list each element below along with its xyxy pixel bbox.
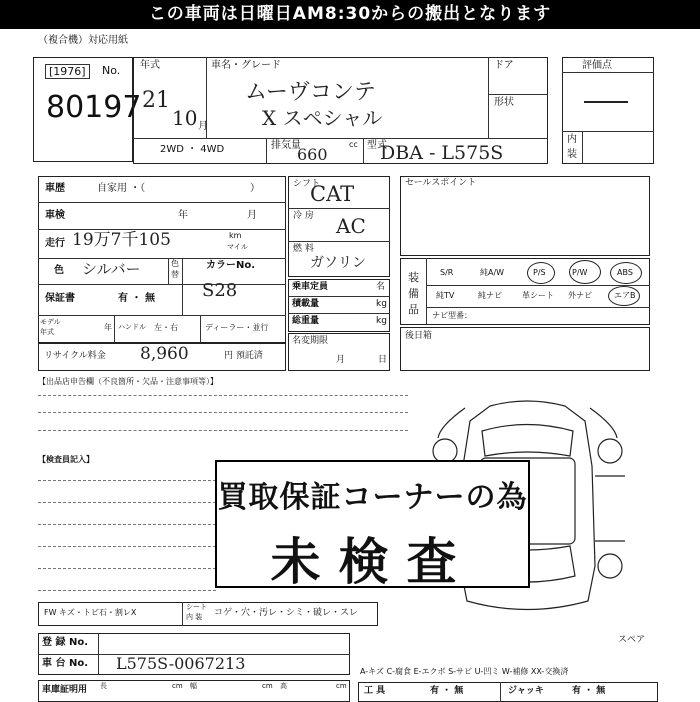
recycle-unit: 円 預託済 xyxy=(224,351,263,361)
warranty-value: 有 ・ 無 xyxy=(118,293,155,304)
color-change-1: 色 xyxy=(171,259,179,268)
model-year-1: モデル xyxy=(40,318,61,326)
equip-abs: ABS xyxy=(617,268,633,277)
circle-airbag xyxy=(608,286,640,306)
width-unit: cm xyxy=(262,682,273,690)
color-change-2: 替 xyxy=(171,270,179,279)
dealer-label: ディーラー・並行 xyxy=(205,323,269,332)
hw-mileage: 19万7千105 xyxy=(72,230,171,250)
later-items-label: 後日箱 xyxy=(405,331,433,341)
equip-alloy-wheel: 純A/W xyxy=(480,268,505,277)
fuel-label: 燃 料 xyxy=(293,244,314,254)
height-unit: cm xyxy=(336,682,347,690)
sales-point-label: セールスポイント xyxy=(405,178,477,188)
score-label: 評価点 xyxy=(582,60,612,71)
later-items-box xyxy=(400,327,650,371)
seat-value: コゲ・穴・汚レ・シミ・破レ・スレ xyxy=(214,608,359,618)
interior-label-2: 装 xyxy=(567,149,577,160)
ac-label: 冷 房 xyxy=(293,211,314,221)
equip-power-window: P/W xyxy=(572,268,588,277)
handle-value: 左・右 xyxy=(154,323,178,332)
equip-tv: 純TV xyxy=(436,291,455,300)
hw-shift: CAT xyxy=(310,182,355,206)
not-inspected-stamp xyxy=(215,460,530,591)
capacity-unit: 名 xyxy=(376,282,386,292)
width-label: 幅 xyxy=(190,682,197,690)
month-unit: 月 xyxy=(198,121,208,132)
equipment-label: 装 備 品 xyxy=(408,271,419,316)
navi-model-label: ナビ型番： xyxy=(432,311,472,320)
color-label: 色 xyxy=(54,265,64,276)
length-label: 長 xyxy=(100,682,107,690)
hw-fuel: ガソリン xyxy=(310,255,366,271)
height-label: 高 xyxy=(280,682,287,690)
interior-label-1: 内 xyxy=(567,134,577,145)
circle-power-window xyxy=(569,260,601,284)
remarks-label: 【出品店申告欄（不良箇所・欠品・注意事項等）】 xyxy=(38,377,218,386)
equip-aftermarket-navi: 外ナビ xyxy=(568,291,592,300)
hw-car-name: ムーヴコンテ xyxy=(245,80,376,105)
handle-label: ハンドル xyxy=(118,323,146,331)
garage-cert-label: 車庫証明用 xyxy=(42,685,88,695)
registration-label: 登 録 No. xyxy=(42,637,89,648)
circle-power-steering xyxy=(527,262,555,284)
inspection-month-unit: 月 xyxy=(247,210,257,221)
lot-small-number: [1976] xyxy=(45,64,90,79)
door-label: ドア xyxy=(494,60,514,71)
inspection-year-unit: 年 xyxy=(178,210,188,221)
drive-label: 2WD ・ 4WD xyxy=(160,144,225,155)
spare-label: スペア xyxy=(618,635,646,645)
seat-label-1: シート xyxy=(186,603,207,611)
jack-label: ジャッキ xyxy=(508,686,544,696)
model-year-2: 年式 xyxy=(40,328,54,336)
shift-label: シフト xyxy=(293,179,321,189)
model-code-label: 型式 xyxy=(367,140,387,151)
equip-sr: S/R xyxy=(440,268,454,277)
load-unit: kg xyxy=(376,299,387,309)
hw-chassis-number: L575S-0067213 xyxy=(116,654,246,673)
cc-label: cc xyxy=(349,140,358,149)
color-no-label: カラーNo. xyxy=(206,260,256,271)
name-change-day: 日 xyxy=(378,355,388,365)
inspector-label: 【検査員記入】 xyxy=(38,455,94,464)
equip-power-steering: P/S xyxy=(533,268,546,277)
stamp-line-1: 買取保証コーナーの為 xyxy=(217,480,528,515)
sheet-type-label: （複合機）対応用紙 xyxy=(38,35,128,46)
warranty-label: 保証書 xyxy=(45,293,75,304)
recycle-label: リサイクル料金 xyxy=(44,351,106,361)
hw-color: シルバー xyxy=(82,260,141,278)
chassis-label: 車 台 No. xyxy=(42,658,89,669)
damage-legend: A-キズ C-腐食 E-エクボ S-サビ U-凹ミ W-補修 XX-交換済 xyxy=(360,667,569,676)
hw-month: 10 xyxy=(172,106,198,130)
stamp-line-2: 未検査 xyxy=(270,533,475,591)
notice-banner: この車両は日曜日AM8:30からの搬出となります xyxy=(0,0,700,29)
equip-airbag: エアB xyxy=(614,291,636,300)
hw-recycle: 8,960 xyxy=(140,344,189,364)
equip-leather-seat: 革シート xyxy=(522,291,554,300)
hw-year: 21 xyxy=(142,88,170,113)
load-label: 積載量 xyxy=(292,299,320,309)
year-label: 年式 xyxy=(140,60,160,71)
fw-label: FW キズ・トビ石・割レX xyxy=(44,608,137,617)
hw-color-no: S28 xyxy=(202,280,238,301)
km-label: km xyxy=(229,231,242,240)
body-shape-label: 形状 xyxy=(494,97,514,108)
mile-label: マイル xyxy=(227,243,248,251)
displacement-label: 排気量 xyxy=(271,140,301,151)
name-grade-label: 車名・グレード xyxy=(211,60,281,71)
equip-navi: 純ナビ xyxy=(478,291,502,300)
hw-displacement: 660 xyxy=(297,145,328,164)
lot-no-label: No. xyxy=(102,64,121,77)
sales-point-box xyxy=(400,176,650,256)
name-change-month: 月 xyxy=(336,355,346,365)
tools-value: 有 ・ 無 xyxy=(430,686,464,696)
model-year-unit: 年 xyxy=(104,323,112,332)
capacity-label: 乗車定員 xyxy=(292,282,329,292)
history-value: 自家用 ・（ xyxy=(97,183,146,194)
score-box xyxy=(562,57,654,164)
tools-label: 工 具 xyxy=(364,686,386,696)
hw-ac: AC xyxy=(336,214,366,238)
lot-number: 80197 xyxy=(46,90,142,125)
inspection-label: 車検 xyxy=(45,210,65,221)
length-unit: cm xyxy=(172,682,183,690)
history-label: 車歴 xyxy=(45,183,65,194)
jack-value: 有 ・ 無 xyxy=(572,686,606,696)
circle-abs xyxy=(610,262,642,284)
mileage-label: 走行 xyxy=(45,238,65,249)
name-change-label: 名変期限 xyxy=(292,336,329,346)
gross-weight-unit: kg xyxy=(376,316,387,326)
hw-grade: X スペシャル xyxy=(262,106,383,130)
hw-model-code: DBA - L575S xyxy=(380,142,504,164)
gross-weight-label: 総重量 xyxy=(292,316,320,326)
seat-label-2: 内 装 xyxy=(186,613,203,621)
history-close: ） xyxy=(250,183,260,194)
